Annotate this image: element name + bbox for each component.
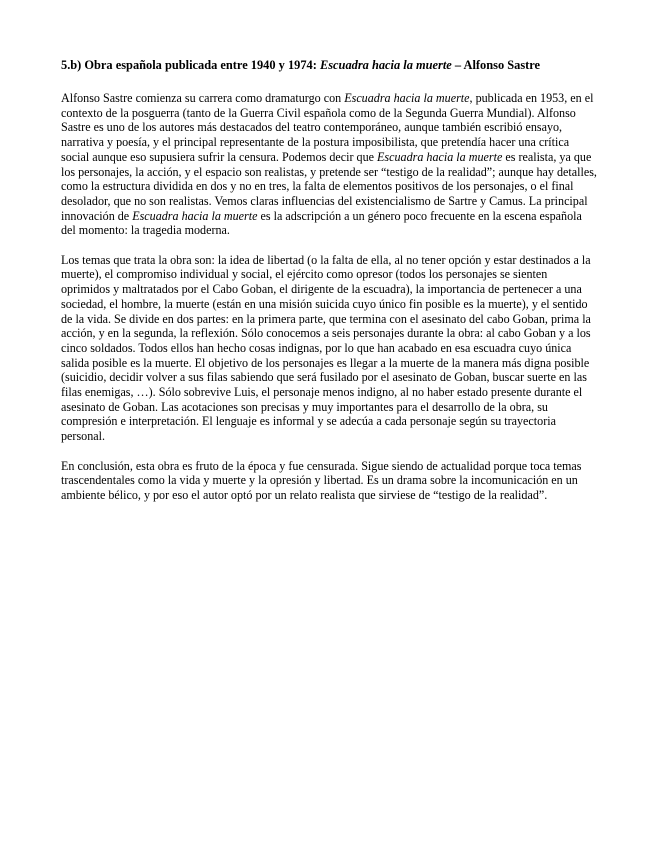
p1-work-title-1: Escuadra hacia la muerte xyxy=(344,91,470,105)
heading-suffix: – Alfonso Sastre xyxy=(451,58,541,72)
heading-prefix: 5.b) Obra española publicada entre 1940 y 1974: xyxy=(61,58,320,72)
document-page xyxy=(61,58,597,517)
paragraph-themes: Los temas que trata la obra son: la idea de libertad (o la falta de ella, al no tener opción y estar destinados a la muerte), el compromiso individual y social, el ejército como opresor (todos los personajes se sienten oprimidos y maltratados por el Cabo Goban, el dirigente de la escuadra), la importancia de pertenecer a una sociedad, el hombre, la muerte (están en una misión suicida cuyo único fin posible es la muerte), y el sentido de la vida. Se divide en dos partes: en la primera parte, que termina con el asesinato del cabo Goban, prima la acción, y en la segunda, la reflexión. Sólo conocemos a seis personajes durante la obra: al cabo Goban y a los cinco soldados. Todos ellos han hecho cosas indignas, por lo que han acabado en esa escuadra cuyo única salida posible es la muerte. El objetivo de los personajes es llegar a la muerte de la manera más digna posible (suicidio, decidir volver a sus filas sabiendo que será fusilado por el asesinato de Goban, buscar suerte en las filas enemigas, …). Sólo sobrevive Luis, el personaje menos indigno, al no haber estado presente durante el asesinato de Goban. Las acotaciones son precisas y muy importantes para el desarrollo de la obra, su compresión e interpretación. El lenguaje es informal y se adecúa a cada personaje según su trayectoria personal. xyxy=(61,252,591,444)
p1-work-title-2: Escuadra hacia la muerte xyxy=(377,149,503,164)
p1-work-title-3: Escuadra hacia la muerte xyxy=(132,208,258,223)
p1-text-e: es realista, ya que los personajes, la acción, y el espacio son realistas, y pretende ser “testigo de la realidad”; aunque hay detalles, como la estructura dividida en dos y no en tres, la falta de elementos positivos de los personajes, o el final desolador, que no son realistas. Vemos claras influencias del existencialismo de Sartre y Camus. La principal innovación de xyxy=(61,149,597,223)
paragraph-conclusion: En conclusión, esta obra es fruto de la época y fue censurada. Sigue siendo de actualidad porque toca temas trascendentales como la vida y muerte y la opresión y libertad. Es un drama sobre la incomunicación en un ambiente bélico, y por eso el autor optó por un relato realista que sirviese de “testigo de la realidad”. xyxy=(61,458,582,502)
section-heading xyxy=(61,58,597,73)
p1-text-c: , publicada en 1953, en el contexto de la posguerra (tanto de la Guerra Civil española como de la Segunda Guerra Mundial). Alfonso Sastre es uno de los autores más destacados del teatro contemporáneo, aunque también escribió ensayo, narrativa y poesía, y el principal representante de la postura imposibilista, que pretendía hacer una crítica social aunque eso supusiera sufrir la censura. Podemos decir que xyxy=(61,91,594,164)
p1-text-a: Alfonso Sastre comienza su carrera como dramaturgo con xyxy=(61,91,345,105)
paragraph-introduction xyxy=(61,91,597,238)
p1-text-g: es la adscripción a un género poco frecuente en la escena española del momento: la tragedia moderna. xyxy=(61,208,582,238)
heading-work-title: Escuadra hacia la muerte xyxy=(319,58,452,72)
